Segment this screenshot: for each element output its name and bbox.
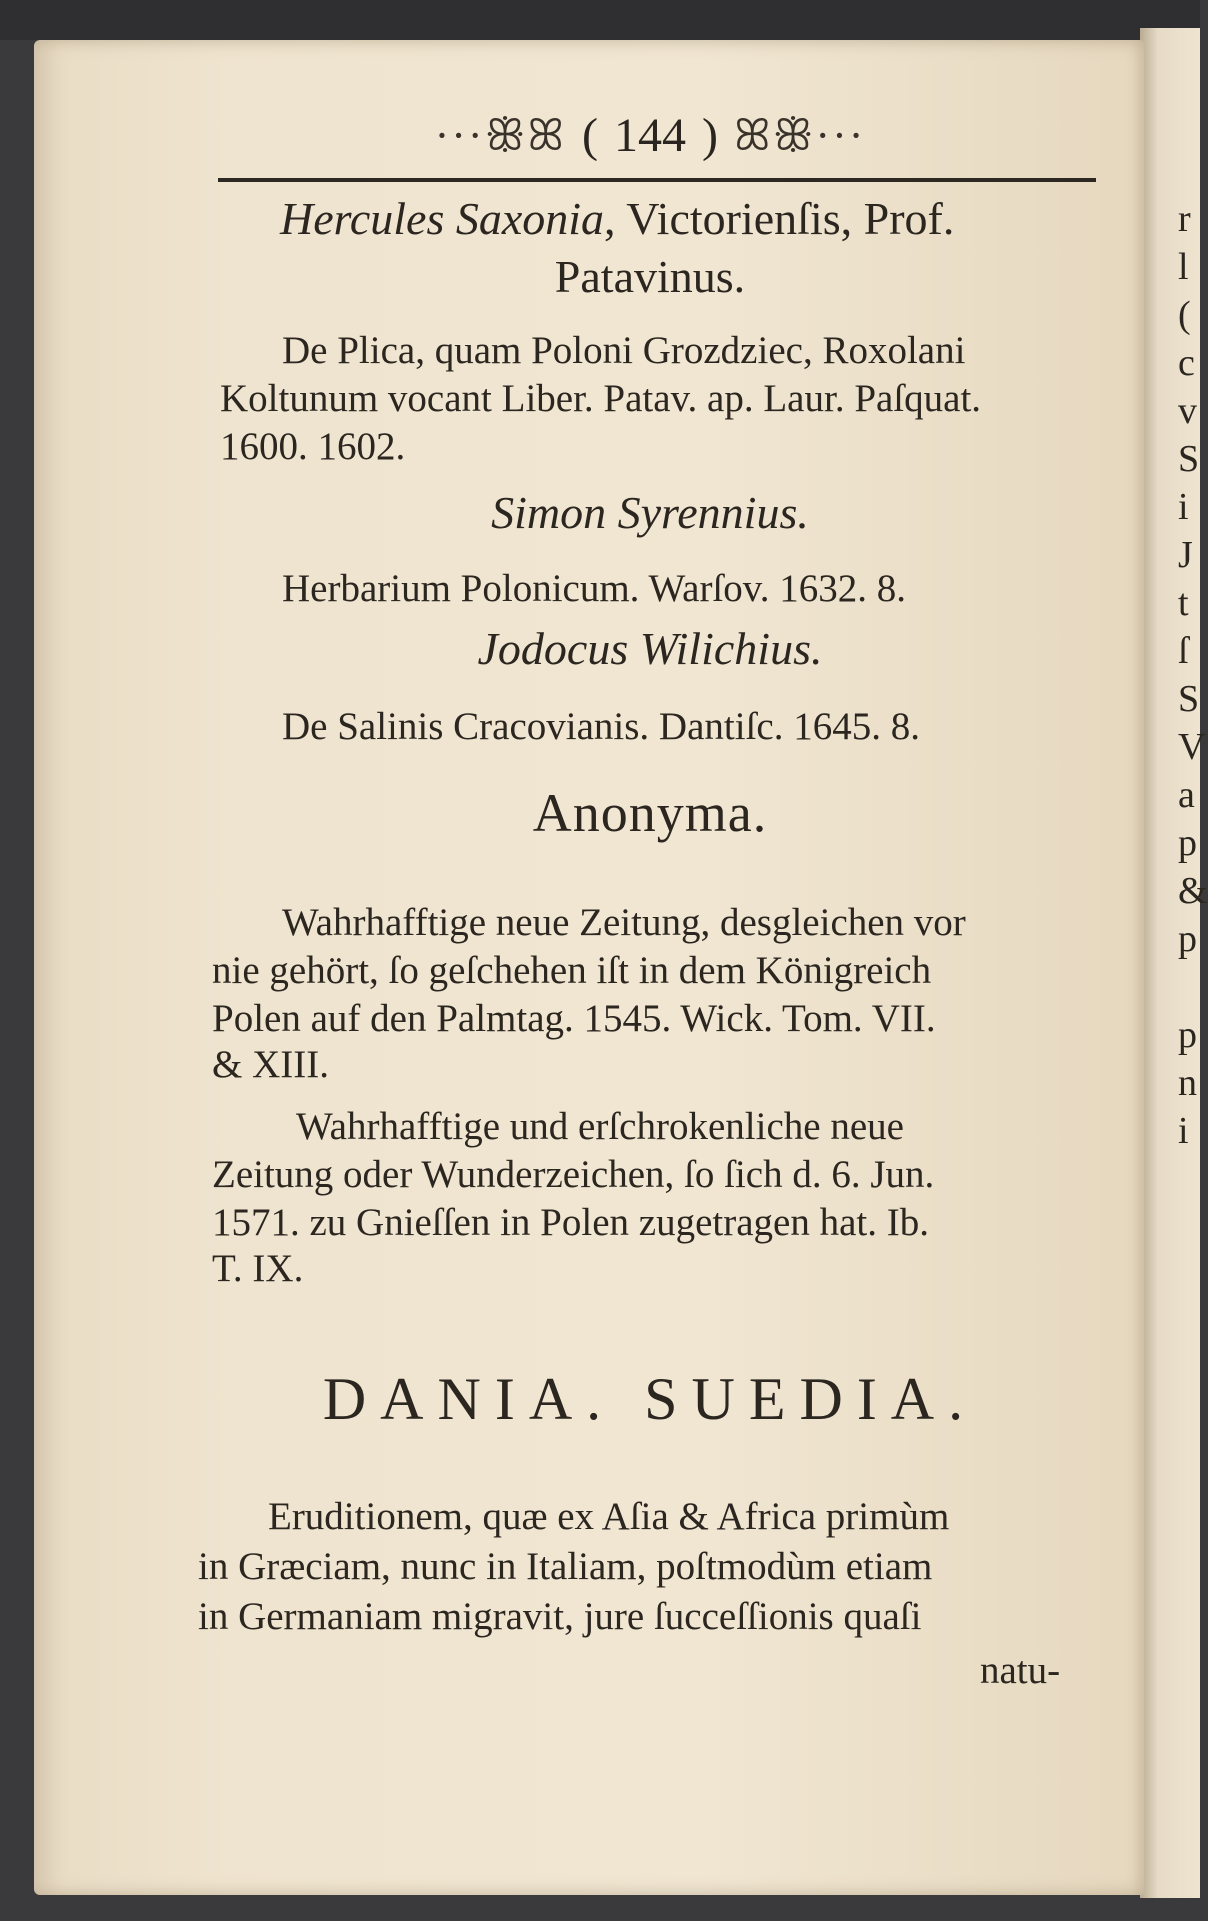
author-heading: Jodocus Wilichius.: [477, 623, 823, 674]
entry-text-line: Herbarium Polonicum. Warſov. 1632. 8.: [282, 567, 907, 610]
entry-text-line: Wahrhafftige und erſchrokenliche neue: [296, 1105, 904, 1148]
author-heading: Simon Syrennius.: [491, 487, 809, 538]
author-heading-line2: Patavinus.: [554, 251, 746, 302]
facing-page-glyph: &: [1178, 870, 1208, 912]
entry-text-line: De Plica, quam Poloni Grozdziec, Roxolani: [282, 329, 966, 372]
entry-text-line: nie gehört, ſo geſchehen iſt in dem Königreich: [212, 949, 932, 992]
facing-page-glyph: n: [1178, 1062, 1197, 1104]
facing-page-glyph: i: [1178, 1110, 1189, 1152]
ornament-left: ···ꕥꕤ: [434, 110, 567, 160]
facing-page-glyph: i: [1178, 486, 1189, 528]
author-affiliation: , Victorienſis, Prof.: [604, 193, 955, 244]
ornament-right: ꕤꕥ···: [733, 110, 866, 160]
author-name: Hercules Saxonia: [280, 193, 605, 244]
entry-text-line: De Salinis Cracovianis. Dantiſc. 1645. 8.: [282, 705, 920, 748]
entry-text-line: 1600. 1602.: [220, 425, 406, 468]
page-number-close: ): [702, 108, 718, 162]
facing-page-glyph: p: [1178, 918, 1197, 960]
facing-page-glyph: J: [1178, 534, 1193, 576]
facing-page-glyph: p: [1178, 822, 1197, 864]
entry-text-line: Zeitung oder Wunderzeichen, ſo ſich d. 6. Jun.: [212, 1153, 935, 1196]
section-heading-dania-suedia: DANIA. SUEDIA.: [322, 1366, 978, 1432]
header-rule: [218, 178, 1096, 182]
facing-page-glyph: c: [1178, 342, 1195, 384]
facing-page-glyph: r: [1178, 198, 1191, 240]
entry-text-line: Polen auf den Palmtag. 1545. Wick. Tom. VII.: [212, 997, 936, 1040]
entry-text-line: Koltunum vocant Liber. Patav. ap. Laur. Paſquat.: [220, 377, 982, 420]
facing-page-glyph: ſ: [1178, 630, 1189, 672]
facing-page-glyph: v: [1178, 390, 1197, 432]
facing-page-text: [1178, 195, 1208, 1155]
page-number: 144: [614, 108, 686, 162]
facing-page-glyph: a: [1178, 774, 1195, 816]
facing-page-glyph: p: [1178, 1014, 1197, 1056]
catchword: natu-: [980, 1649, 1061, 1692]
entry-text-line: Wahrhafftige neue Zeitung, desgleichen vor: [282, 901, 966, 944]
facing-page-glyph: [1178, 963, 1200, 1011]
body-text-line: Eruditionem, quæ ex Aſia & Africa primùm: [268, 1495, 950, 1538]
author-heading: [280, 193, 955, 244]
facing-page-glyph: V: [1178, 726, 1206, 768]
facing-page-glyph: S: [1178, 438, 1200, 480]
entry-text-line: & XIII.: [212, 1043, 329, 1086]
body-text-line: in Græciam, nunc in Italiam, poſtmodùm etiam: [198, 1545, 933, 1588]
page-header: [200, 100, 1100, 170]
facing-page-glyph: (: [1178, 294, 1191, 336]
entry-text-line: T. IX.: [212, 1247, 304, 1290]
scan-background: [0, 0, 1200, 40]
facing-page-glyph: l: [1178, 246, 1189, 288]
body-text-line: in Germaniam migravit, jure ſucceſſionis quaſi: [198, 1595, 922, 1638]
page-number-open: (: [582, 108, 598, 162]
facing-page-glyph: t: [1178, 582, 1189, 624]
section-heading-anonyma: Anonyma.: [532, 783, 768, 843]
facing-page-glyph: S: [1178, 678, 1200, 720]
entry-text-line: 1571. zu Gnieſſen in Polen zugetragen hat. Ib.: [212, 1201, 929, 1244]
